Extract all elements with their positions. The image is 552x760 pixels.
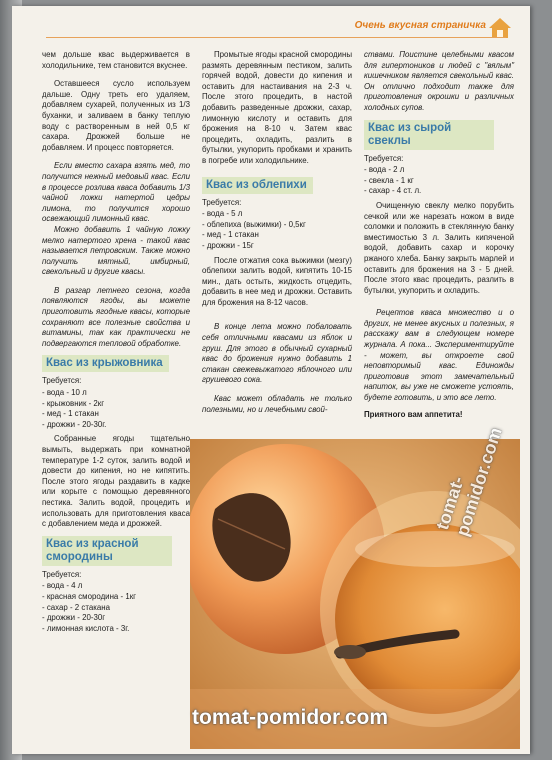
recipe-title: Квас из крыжовника	[42, 355, 169, 372]
paragraph: Собранные ягоды тщательно вымыть, выдержать при комнатной температуре 1-2 суток, залить водой и довести до кипения, но не кипятить. После этого ягоды раздавить в кадке или корыте с помощью деревянного пестика. Залить водой, процедить и использовать для приготовления кваса с добавлением меда и дрожжей.	[42, 434, 190, 529]
paragraph: Очищенную свеклу мелко порубить сечкой или же нарезать ножом в виде соломки и положить в стеклянную банку вместимостью 3 л. Залить кипяченой водой, добавить сахар и корочку ржаного хлеба. Банку закрыть марлей и оставить для брожения на 3 - 5 дней. После этого квас процедить, разлить в бутылки, укупорить и охладить.	[364, 200, 514, 295]
requirements-label: Требуется:	[364, 153, 404, 163]
ingredient: - облепиха (выжимки) - 0,5кг	[202, 219, 306, 229]
paragraph: Если вместо сахара взять мед, то получится нежный медовый квас. Если в процессе розлива кваса добавить 1/3 чайной ложки натертой цедры лимона, то получится хорошо освежающий лимонный квас.	[42, 161, 190, 224]
requirements-label: Требуется:	[42, 376, 82, 386]
column-3	[364, 50, 514, 420]
ingredient: - мед - 1 стакан	[202, 230, 259, 240]
recipe-title: Квас из облепихи	[202, 177, 313, 194]
ingredient: - крыжовник - 2кг	[42, 398, 105, 408]
page-header-title: Очень вкусная страничка	[354, 20, 486, 31]
ingredients-list	[364, 165, 514, 197]
paragraph: Оставшееся сусло используем дальше. Одну треть его удаляем, добавляем сухарей, полученных из 1/3 буханки, и заливаем в банку теплую воду с растворенным в ней 0,5 кг сахара. Дрожжей больше не добавляем. И процесс повторяется.	[42, 79, 190, 152]
ingredient: - дрожжи - 20-30г	[42, 613, 106, 623]
requirements-label: Требуется:	[202, 197, 242, 207]
ingredient: - сахар - 4 ст. л.	[364, 186, 422, 196]
ingredient: - красная смородина - 1кг	[42, 591, 137, 601]
ingredient: - вода - 5 л	[202, 209, 243, 219]
requirements-label: Требуется:	[42, 569, 82, 579]
paragraph: Можно добавить 1 чайную ложку мелко натертого хрена - такой квас называется петровским. Также можно получить мятный, имбирный, свекольный и другие квасы.	[42, 224, 190, 277]
paragraph: В разгар летнего сезона, когда появляются ягоды, вы можете приготовить ягодные квасы, которые сохраняют все полезные свойства и витамины, так как практически не подвергаются тепловой обработке.	[42, 285, 190, 348]
ingredient: - вода - 2 л	[364, 165, 405, 175]
ingredient: - сахар - 2 стакана	[42, 602, 110, 612]
column-1	[42, 50, 190, 638]
paragraph: Промытые ягоды красной смородины размять деревянным пестиком, залить горячей водой, довести до кипения и оставить для настаивания на 2-3 ч. После этого процедить, в настой добавить разведенные дрожжи, сахар, лимонную кислоту и оставить для брожения на 8-10 ч. Затем квас процедить, охладить, разлить в бутылки, укупорить пробками и хранить в погребе или холодильнике.	[202, 50, 352, 165]
recipe-title: Квас из сырой свеклы	[364, 120, 494, 150]
paragraph: ствами. Поистине целебными квасом для гипертоников и людей с "вялым" кишечником является свекольный квас. Он отлично подходит также для приготовления окрошки и различных холодных супов.	[364, 50, 514, 112]
closing-line: Приятного вам аппетита!	[364, 409, 463, 419]
paragraph: После отжатия сока выжимки (мезгу) облепихи залить водой, кипятить 10-15 мин., дать остыть, жидкость отцедить, добавить в нее мед и дрожжи. Оставить для брожения на 8-12 часов.	[202, 255, 352, 307]
ingredient: - вода - 10 л	[42, 388, 87, 398]
ingredient: - лимонная кислота - 3г.	[42, 623, 130, 633]
ingredient: - дрожжи - 20-30г.	[42, 419, 107, 429]
paragraph: Квас может обладать не только полезными, но и лечебными свой-	[202, 394, 352, 414]
site-watermark-vertical: tomat-pomidor.com	[432, 425, 506, 539]
ingredient: - свекла - 1 кг	[364, 175, 414, 185]
ingredient: - вода - 4 л	[42, 581, 83, 591]
paragraph: В конце лета можно побаловать себя отличными квасами из яблок и груш. Для этого в обычный сухарный квас до брожения нужно добавить 1 стакан свежевыжатого яблочного или грушевого сока.	[202, 322, 352, 385]
site-watermark: tomat-pomidor.com	[192, 706, 389, 729]
header-divider	[46, 37, 506, 38]
recipe-title: Квас из красной смородины	[42, 536, 172, 566]
ingredients-list	[202, 209, 352, 251]
column-2	[202, 50, 352, 415]
ingredients-list	[42, 581, 190, 634]
paragraph: чем дольше квас выдерживается в холодильнике, тем становится вкуснее.	[42, 50, 190, 70]
ingredients-list	[42, 388, 190, 430]
magazine-page	[12, 6, 530, 754]
paragraph: Рецептов кваса множество и о других, не менее вкусных и полезных, я расскажу вам в следующем номере журнала. А пока... Экспериментируйте - может, вы откроете свой неповторимый квас. Единожды приготовив этот замечательный напиток, вы уже не сможете устоять, будете готовить, и это все лето.	[364, 308, 514, 403]
ingredient: - мед - 1 стакан	[42, 409, 99, 419]
ingredient: - дрожжи - 15г	[202, 240, 254, 250]
